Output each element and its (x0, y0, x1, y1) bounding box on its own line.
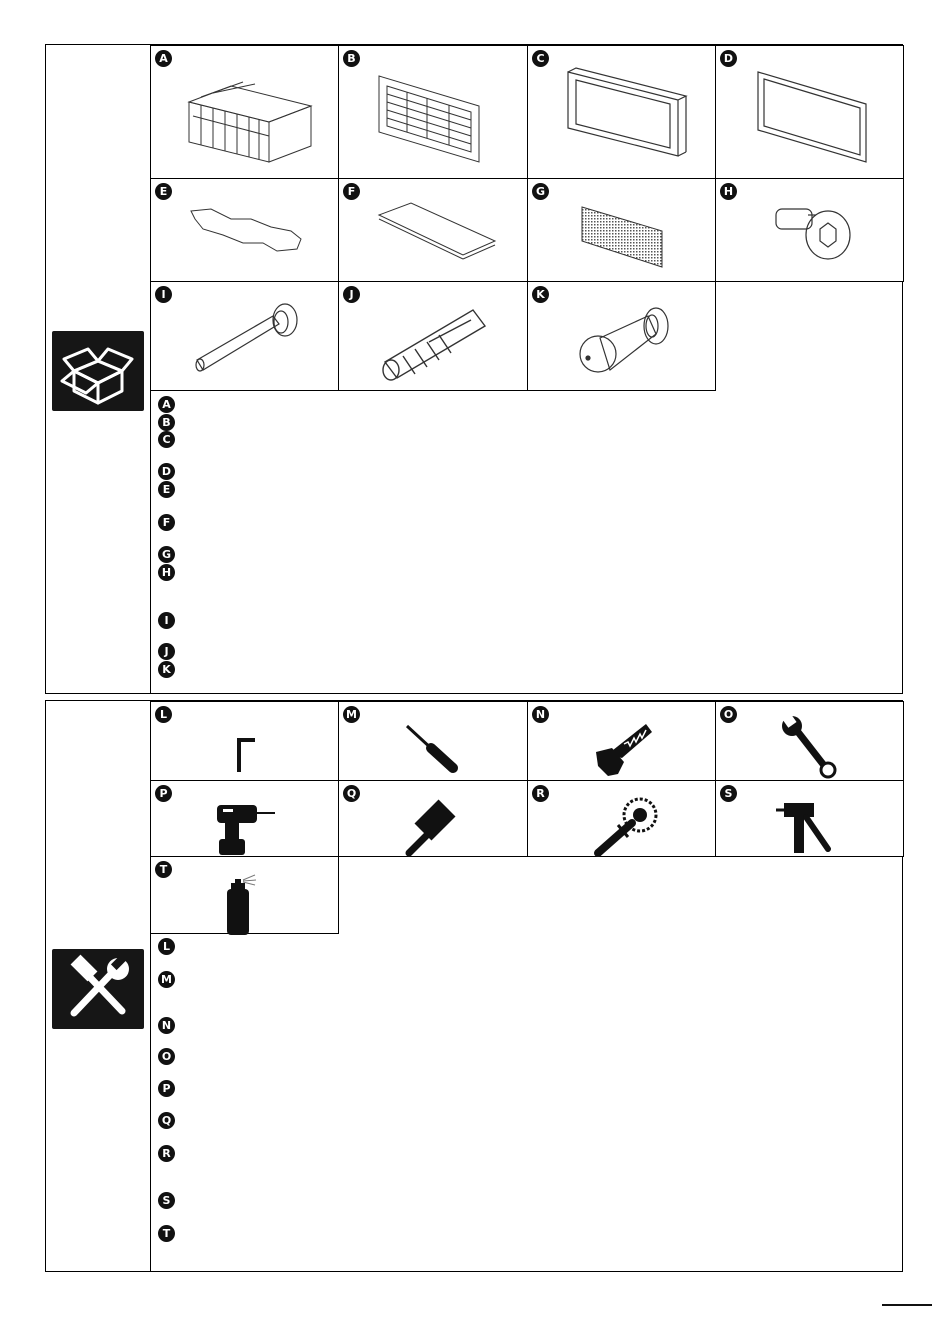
tool-cell-l (150, 701, 339, 781)
knob-bolt-icon (528, 282, 717, 392)
screwdriver-icon (339, 702, 529, 782)
tools-section (45, 700, 903, 1272)
pin-icon (151, 282, 340, 392)
parts-section (45, 44, 903, 694)
tools-icon (52, 949, 144, 1029)
part-letter-e: E (155, 183, 172, 200)
tool-cell-q (338, 780, 528, 857)
tool-letter-s: S (720, 785, 737, 802)
tool-cell-p (150, 780, 339, 857)
legend-letter-r: R (158, 1145, 175, 1162)
tool-cell-t (150, 856, 339, 934)
legend-letter-i: I (158, 612, 175, 629)
tool-cell-m (338, 701, 528, 781)
hex-key-icon (151, 702, 340, 782)
legend-letter-b: B (158, 414, 175, 431)
wrench-icon (716, 702, 905, 782)
legend-letter-t: T (158, 1225, 175, 1242)
tool-letter-m: M (343, 706, 360, 723)
tool-letter-q: Q (343, 785, 360, 802)
legend-letter-l: L (158, 938, 175, 955)
part-letter-d: D (720, 50, 737, 67)
legend-letter-n: N (158, 1017, 175, 1034)
part-cell-a (150, 45, 339, 179)
part-letter-i: I (155, 286, 172, 303)
part-cell-j (338, 281, 528, 391)
part-cell-f (338, 178, 528, 282)
legend-letter-s: S (158, 1192, 175, 1209)
frame-icon (528, 46, 717, 180)
tool-letter-p: P (155, 785, 172, 802)
tool-cell-s (715, 780, 904, 857)
tool-letter-l: L (155, 706, 172, 723)
plate-icon (151, 179, 340, 283)
tool-cell-r (527, 780, 716, 857)
part-letter-g: G (532, 183, 549, 200)
wall-plug-icon (339, 282, 529, 392)
part-cell-e (150, 178, 339, 282)
part-cell-i (150, 281, 339, 391)
flap-icon (339, 179, 529, 283)
part-cell-h (715, 178, 904, 282)
legend-letter-p: P (158, 1080, 175, 1097)
tool-letter-t: T (155, 861, 172, 878)
legend-letter-c: C (158, 431, 175, 448)
legend-letter-m: M (158, 971, 175, 988)
footer-rule (882, 1304, 932, 1306)
screw-icon (716, 179, 905, 283)
part-letter-b: B (343, 50, 360, 67)
tool-letter-n: N (532, 706, 549, 723)
part-cell-c (527, 45, 716, 179)
mallet-icon (339, 781, 529, 858)
gasket-icon (716, 46, 905, 180)
part-letter-f: F (343, 183, 360, 200)
legend-letter-h: H (158, 564, 175, 581)
angle-grinder-icon (528, 781, 717, 858)
legend-letter-k: K (158, 661, 175, 678)
legend-letter-a: A (158, 396, 175, 413)
tool-letter-o: O (720, 706, 737, 723)
legend-letter-e: E (158, 481, 175, 498)
part-cell-k (527, 281, 716, 391)
box-icon (52, 331, 144, 411)
tool-letter-r: R (532, 785, 549, 802)
drill-icon (151, 781, 340, 858)
tool-cell-o (715, 701, 904, 781)
part-letter-k: K (532, 286, 549, 303)
grille-icon (339, 46, 529, 180)
part-cell-d (715, 45, 904, 179)
saw-icon (528, 702, 717, 782)
rivet-gun-icon (716, 781, 905, 858)
tools-side-panel (46, 701, 151, 1271)
legend-letter-q: Q (158, 1112, 175, 1129)
legend-letter-g: G (158, 546, 175, 563)
spray-can-icon (151, 857, 340, 935)
part-letter-a: A (155, 50, 172, 67)
part-cell-g (527, 178, 716, 282)
legend-letter-d: D (158, 463, 175, 480)
part-letter-c: C (532, 50, 549, 67)
mesh-icon (528, 179, 717, 283)
parts-side-panel (46, 45, 151, 693)
legend-letter-o: O (158, 1048, 175, 1065)
legend-letter-j: J (158, 643, 175, 660)
part-letter-h: H (720, 183, 737, 200)
duct-body-icon (151, 46, 340, 180)
part-cell-b (338, 45, 528, 179)
tool-cell-n (527, 701, 716, 781)
part-letter-j: J (343, 286, 360, 303)
legend-letter-f: F (158, 514, 175, 531)
